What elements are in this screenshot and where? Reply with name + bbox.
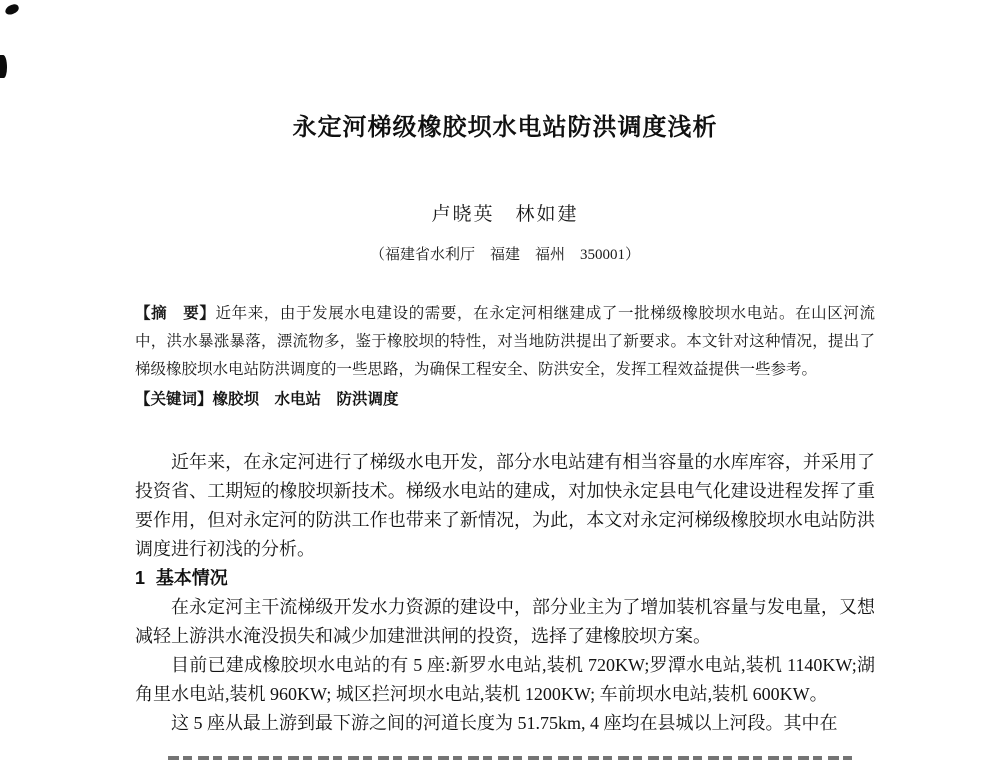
abstract-text: 近年来，由于发展水电建设的需要，在永定河相继建成了一批梯级橡胶坝水电站。在山区河流中，洪水暴涨暴落，漂流物多，鉴于橡胶坝的特性，对当地防洪提出了新要求。本文针对这种情况，提出了梯级橡胶坝水电站防洪调度的一些思路，为确保工程安全、防洪安全，发挥工程效益提供一些参考。 — [135, 305, 875, 378]
abstract-label: 【摘 要】 — [135, 305, 216, 322]
section-1-heading — [135, 564, 875, 593]
keywords-label: 【关键词】 — [135, 391, 213, 408]
section-1-number: 1 — [135, 568, 146, 588]
scan-artifact-left-edge — [0, 55, 7, 78]
authors-line: 卢晓英 林如建 — [431, 204, 579, 225]
cutoff-text-line — [168, 756, 858, 760]
abstract-block — [135, 300, 875, 384]
body-text — [135, 448, 875, 738]
scan-artifact-corner — [4, 3, 20, 16]
intro-paragraph: 近年来，在永定河进行了梯级水电开发，部分水电站建有相当容量的水库库容，并采用了投资省、工期短的橡胶坝新技术。梯级水电站的建成，对加快永定县电气化建设进程发挥了重要作用，但对永定河的防洪工作也带来了新情况，为此，本文对永定河梯级橡胶坝水电站防洪调度进行初浅的分析。 — [135, 452, 875, 559]
affiliation-line: （福建省水利厅 福建 福州 350001） — [369, 247, 640, 263]
keywords-text: 橡胶坝 水电站 防洪调度 — [212, 391, 399, 408]
page-content — [0, 112, 1000, 738]
keywords-block — [135, 386, 875, 414]
section-1-paragraph-3: 这 5 座从最上游到最下游之间的河道长度为 51.75km, 4 座均在县城以上河段。其中在 — [171, 713, 838, 733]
paper-title: 永定河梯级橡胶坝水电站防洪调度浅析 — [292, 114, 718, 141]
section-1-paragraph-1: 在永定河主干流梯级开发水力资源的建设中，部分业主为了增加装机容量与发电量，又想减轻上游洪水淹没损失和减少加建泄洪闸的投资，选择了建橡胶坝方案。 — [135, 597, 875, 646]
section-1-paragraph-2: 目前已建成橡胶坝水电站的有 5 座:新罗水电站,装机 720KW;罗潭水电站,装机 1140KW;湖角里水电站,装机 960KW; 城区拦河坝水电站,装机 1200KW; 车前坝水电站,装机 600KW。 — [135, 655, 875, 704]
section-1-title: 基本情况 — [155, 568, 228, 588]
